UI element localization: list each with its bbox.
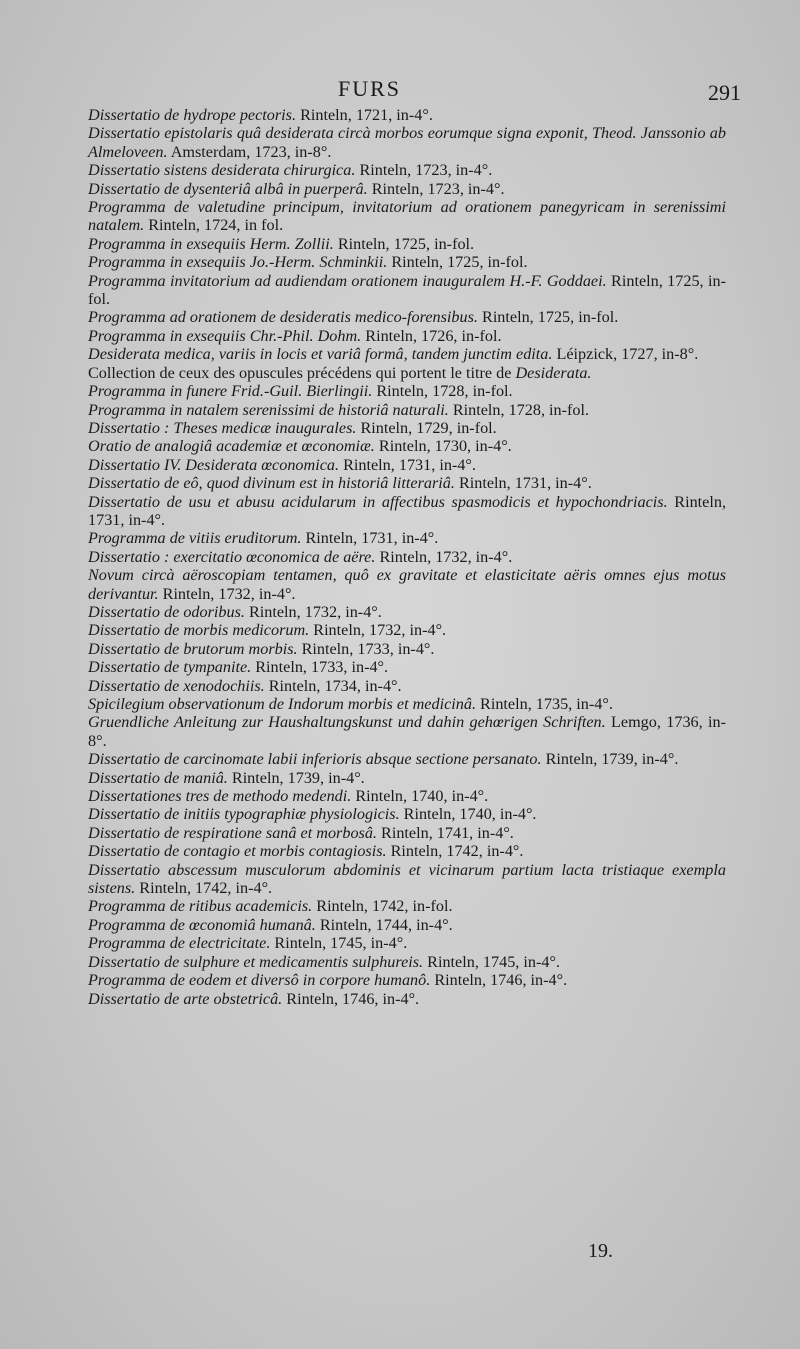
entry-title: Dissertatio : exercitatio œconomica de aëre. [88, 547, 376, 566]
bibliography-entry [68, 787, 726, 805]
entry-title: Dissertatio de usu et abusu acidularum in affectibus spasmodicis et hypochondriacis. [88, 492, 668, 511]
entry-imprint: Rinteln, 1740, in-4°. [399, 805, 537, 824]
bibliography-entry [68, 658, 726, 676]
entry-title: Spicilegium observationum de Indorum morbis et medicinâ. [88, 695, 476, 713]
bibliography-entry [68, 953, 726, 971]
entry-title: Desiderata. [515, 363, 592, 382]
bibliography-entry [68, 713, 726, 750]
bibliography-entry [68, 621, 726, 639]
entry-title: Dissertatio de morbis medicorum. [88, 621, 310, 640]
entry-title: Dissertatio epistolaris quâ desiderata circà morbos eorumque signa exponit, Theod. Janssonio ab Almeloveen. [88, 124, 726, 161]
entry-imprint: Rinteln, 1734, in-4°. [264, 676, 402, 695]
entry-title: Programma de ritibus academicis. [88, 897, 313, 916]
entry-title: Dissertatio sistens desiderata chirurgica. [88, 161, 356, 180]
entry-imprint: Rinteln, 1732, in-4°. [309, 621, 447, 640]
bibliography-entry [68, 493, 726, 530]
bibliography-entry [68, 805, 726, 823]
entry-title: Dissertatio abscessum musculorum abdominis et vicinarum partium lacta tristiaque exempla sistens. [88, 860, 726, 898]
entry-title: Dissertatio IV. Desiderata œconomica. [88, 455, 340, 474]
entry-title: Programma in funere Frid.-Guil. Bierlingii. [88, 382, 373, 401]
entry-title: Dissertatio de arte obstetricâ. [88, 989, 283, 1008]
bibliography-entry [68, 124, 726, 161]
entry-title: Programma invitatorium ad audiendam orationem inauguralem H.-F. Goddaei. [88, 271, 607, 290]
entry-title: Programma in natalem serenissimi de historiâ naturali. [88, 400, 449, 419]
bibliography-entry [68, 695, 726, 713]
entry-title: Desiderata medica, variis in locis et variâ formâ, tandem junctim edita. [88, 345, 553, 364]
entry-imprint: Rinteln, 1732, in-4°. [244, 602, 382, 621]
entry-title: Dissertatio : Theses medicæ inaugurales. [88, 418, 357, 437]
entry-imprint: Rinteln, 1746, in-4°. [430, 971, 568, 990]
bibliography-entry [68, 437, 726, 455]
bibliography-entry [68, 861, 726, 898]
entry-title: Dissertatio de odoribus. [88, 602, 245, 621]
entry-imprint: Rinteln, 1731, in-4°. [454, 474, 592, 493]
entry-imprint: Léipzick, 1727, in-8°. [552, 345, 699, 364]
entry-imprint: Rinteln, 1742, in-fol. [312, 897, 453, 916]
entry-title: Dissertationes tres de methodo medendi. [88, 787, 352, 806]
running-head: FURS [338, 76, 402, 101]
bibliography-entry [68, 456, 726, 474]
entry-title: Programma in exsequiis Herm. Zollii. [88, 234, 334, 253]
entry-title: Programma de electricitate. [88, 934, 271, 953]
entry-imprint: Rinteln, 1742, in-4°. [386, 842, 524, 861]
entry-title: Dissertatio de contagio et morbis contagiosis. [88, 842, 387, 861]
bibliography-entry [68, 419, 726, 437]
bibliography-entry [68, 161, 726, 179]
bibliography-entry [68, 677, 726, 695]
entry-title: Gruendliche Anleitung zur Haushaltungskunst und dahin gehœrigen Schriften. [88, 713, 606, 732]
bibliography-entry [68, 842, 726, 860]
signature-mark: 19. [588, 1240, 613, 1262]
bibliography-entry [68, 253, 726, 271]
entry-title: Programma de vitiis eruditorum. [88, 529, 302, 548]
entry-imprint: Rinteln, 1744, in-4°. [315, 915, 453, 934]
entry-imprint: Rinteln, 1729, in-fol. [356, 418, 497, 437]
entry-imprint: Rinteln, 1723, in-4°. [367, 179, 505, 198]
bibliography-entry [68, 769, 726, 787]
entry-title: Dissertatio de maniâ. [88, 768, 228, 787]
entry-title: Novum circà aëroscopiam tentamen, quô ex gravitate et elasticitate aëris omnes ejus motus derivantur. [88, 566, 726, 603]
entry-title: Dissertatio de brutorum morbis. [88, 639, 298, 658]
entry-imprint: Rinteln, 1739, in-4°. [227, 768, 365, 787]
bibliography-entry [68, 106, 726, 124]
bibliography-entry [68, 548, 726, 566]
entry-imprint: Rinteln, 1731, in-4°. [301, 529, 439, 548]
entry-imprint: Rinteln, 1735, in-4°. [476, 695, 613, 713]
bibliography-entry [68, 603, 726, 621]
entry-title: Programma de eodem et diversô in corpore humanô. [88, 971, 431, 990]
entry-title: Dissertatio de carcinomate labii inferioris absque sectione persanato. [88, 750, 542, 769]
bibliography-entry [68, 180, 726, 198]
bibliography-entry [68, 382, 726, 400]
bibliography-entry [68, 971, 726, 989]
entry-title: Dissertatio de tympanite. [88, 658, 252, 677]
bibliography-entry [68, 327, 726, 345]
entry-imprint: Rinteln, 1721, in-4°. [296, 106, 433, 124]
entry-imprint: Rinteln, 1731, in-4°. [88, 492, 726, 529]
entry-title: Programma in exsequiis Chr.-Phil. Dohm. [88, 326, 362, 345]
entry-imprint: Rinteln, 1745, in-4°. [270, 934, 408, 953]
entry-title: Programma in exsequiis Jo.-Herm. Schminkii. [88, 253, 388, 272]
bibliography-entry [68, 750, 726, 768]
bibliography-entry [68, 916, 726, 934]
entry-imprint: Rinteln, 1725, in-fol. [387, 253, 528, 272]
entry-title: Dissertatio de eô, quod divinum est in historiâ litterariâ. [88, 474, 455, 493]
bibliography-entry [68, 897, 726, 915]
entry-imprint: Rinteln, 1725, in-fol. [88, 271, 726, 309]
entry-title: Dissertatio de sulphure et medicamentis sulphureis. [88, 952, 424, 971]
bibliography-entry [68, 272, 726, 309]
entry-imprint: Rinteln, 1739, in-4°. [541, 750, 679, 769]
entry-imprint: Rinteln, 1725, in-fol. [333, 234, 475, 253]
page-number: 291 [708, 80, 741, 105]
entry-title: Dissertatio de xenodochiis. [88, 676, 265, 695]
entry-title: Programma ad orationem de desideratis medico-forensibus. [88, 308, 478, 327]
entry-imprint: Amsterdam, 1723, in-8°. [167, 142, 332, 161]
entry-imprint: Rinteln, 1724, in fol. [144, 216, 284, 235]
entry-imprint: Rinteln, 1740, in-4°. [351, 787, 489, 806]
entry-title: Programma de œconomiâ humanâ. [88, 915, 316, 934]
bibliography-entry [68, 345, 726, 363]
bibliography-entry [68, 640, 726, 658]
entry-imprint: Rinteln, 1725, in-fol. [477, 308, 619, 327]
entry-title: Dissertatio de respiratione sanâ et morbosâ. [88, 823, 377, 842]
entry-title: Dissertatio de dysenteriâ albâ in puerperâ. [88, 179, 368, 198]
bibliography-entry [68, 566, 726, 603]
entry-title: Oratio de analogiâ academiæ et œconomiæ. [88, 437, 375, 456]
bibliography-entry [68, 198, 726, 235]
entry-imprint: Lemgo, 1736, in-8°. [88, 713, 726, 750]
bibliography-entry [68, 474, 726, 492]
entry-title: Programma de valetudine principum, invitatorium ad orationem panegyricam in serenissimi natalem. [88, 198, 726, 235]
entry-imprint: Collection de ceux des opuscules précédens qui portent le titre de [88, 363, 516, 382]
page-header [0, 76, 800, 110]
bibliography-entry [68, 934, 726, 952]
entry-imprint: Rinteln, 1745, in-4°. [423, 952, 560, 971]
bibliography-entry [68, 824, 726, 842]
entry-imprint: Rinteln, 1733, in-4°. [297, 639, 435, 658]
bibliography-entry [68, 529, 726, 547]
entry-imprint: Rinteln, 1726, in-fol. [361, 326, 502, 345]
entry-imprint: Rinteln, 1730, in-4°. [374, 437, 512, 456]
bibliography-list [88, 106, 726, 1008]
entry-imprint: Rinteln, 1723, in-4°. [355, 161, 493, 180]
entry-imprint: Rinteln, 1728, in-fol. [448, 400, 590, 419]
entry-title: Dissertatio de hydrope pectoris. [88, 106, 297, 124]
entry-imprint: Rinteln, 1731, in-4°. [339, 455, 476, 474]
entry-imprint: Rinteln, 1732, in-4°. [375, 547, 513, 566]
bibliography-entry [68, 364, 726, 382]
bibliography-entry [68, 235, 726, 253]
entry-imprint: Rinteln, 1732, in-4°. [158, 584, 296, 603]
entry-imprint: Rinteln, 1746, in-4°. [282, 989, 420, 1008]
entry-imprint: Rinteln, 1733, in-4°. [251, 658, 389, 677]
entry-imprint: Rinteln, 1728, in-fol. [372, 382, 513, 401]
entry-title: Dissertatio de initiis typographiæ physiologicis. [88, 805, 400, 824]
entry-imprint: Rinteln, 1741, in-4°. [376, 823, 514, 842]
bibliography-entry [68, 401, 726, 419]
entry-imprint: Rinteln, 1742, in-4°. [135, 879, 273, 898]
bibliography-entry [68, 308, 726, 326]
bibliography-entry [68, 990, 726, 1008]
